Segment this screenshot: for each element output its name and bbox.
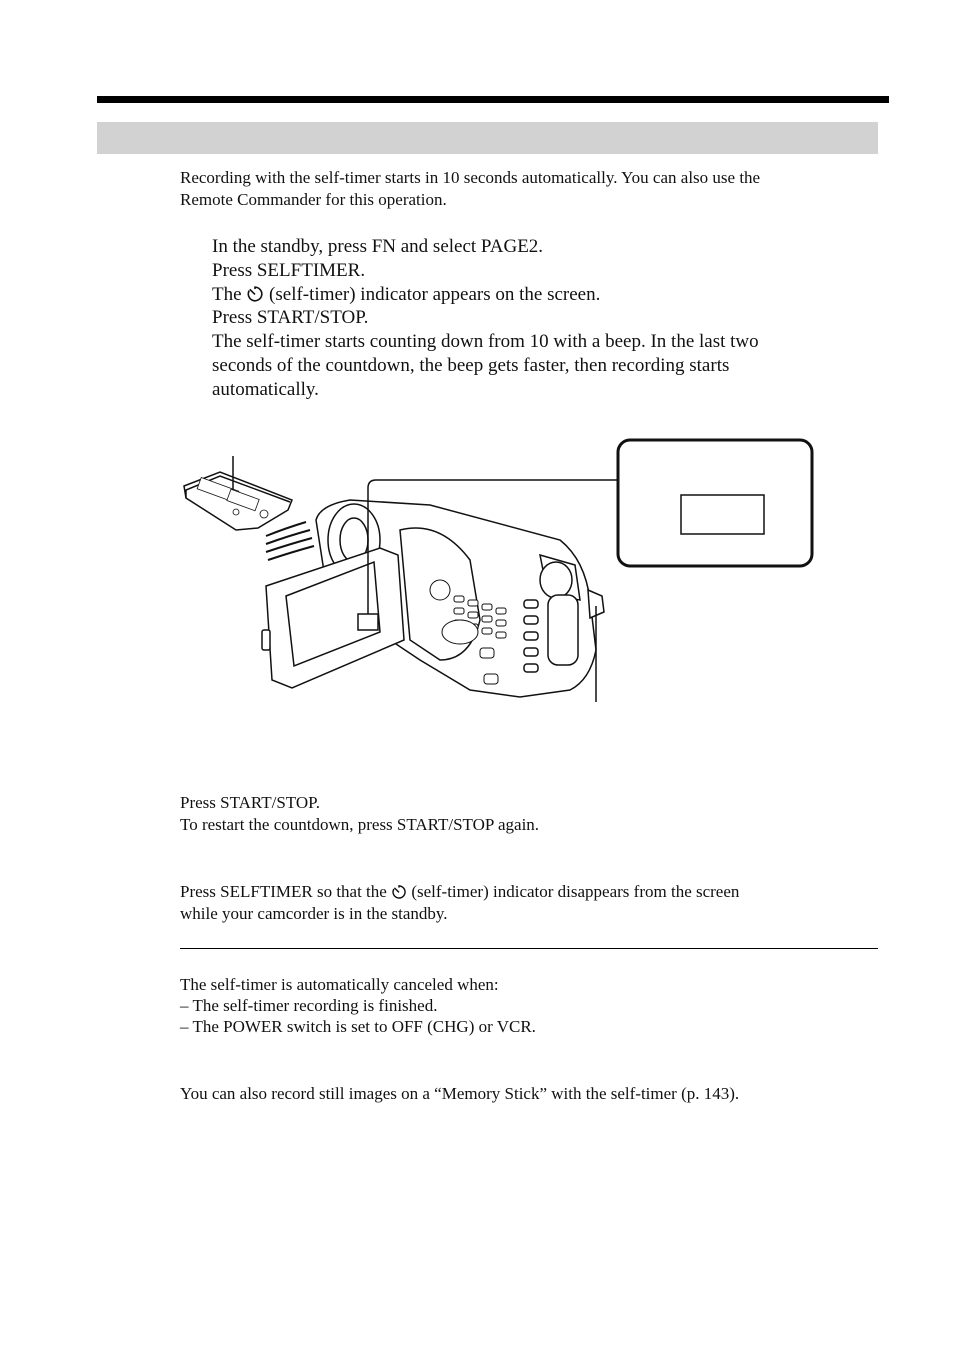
self-timer-icon bbox=[246, 285, 264, 303]
cancel-line-1-pre: Press SELFTIMER so that the bbox=[180, 882, 387, 901]
note-line-3: – The POWER switch is set to OFF (CHG) or VCR. bbox=[180, 1017, 536, 1036]
cancel-line-1-post: (self-timer) indicator disappears from the screen bbox=[411, 882, 740, 901]
intro-line-1: Recording with the self-timer starts in 10 seconds automatically. You can also use the bbox=[180, 168, 761, 187]
notes-divider bbox=[180, 948, 878, 949]
cancel-line-2: while your camcorder is in the standby. bbox=[180, 904, 448, 923]
step-3-result-line-2: seconds of the countdown, the beep gets faster, then recording starts bbox=[212, 355, 730, 376]
step-2-result-post: (self-timer) indicator appears on the screen. bbox=[269, 284, 601, 305]
step-2-result-pre: The bbox=[212, 284, 242, 305]
tip-line-1: You can also record still images on a “Memory Stick” with the self-timer (p. 143). bbox=[180, 1084, 740, 1103]
stop-line-2: To restart the countdown, press START/STOP again. bbox=[180, 815, 540, 834]
step-2: Press SELFTIMER. bbox=[212, 260, 366, 281]
step-3-result-line-3: automatically. bbox=[212, 379, 319, 400]
step-3: Press START/STOP. bbox=[212, 307, 369, 328]
note-line-1: The self-timer is automatically canceled when: bbox=[180, 975, 499, 994]
section-heading-band bbox=[97, 122, 878, 154]
intro-line-2: Remote Commander for this operation. bbox=[180, 190, 447, 209]
camcorder-illustration bbox=[175, 430, 825, 720]
step-3-result-line-1: The self-timer starts counting down from 10 with a beep. In the last two bbox=[212, 331, 759, 352]
remote-commander-illustration bbox=[184, 472, 292, 530]
top-rule bbox=[97, 96, 889, 103]
note-line-2: – The self-timer recording is finished. bbox=[180, 996, 438, 1015]
cancel-line-1 bbox=[180, 881, 739, 903]
self-timer-icon bbox=[391, 884, 407, 900]
step-1: In the standby, press FN and select PAGE2. bbox=[212, 236, 544, 257]
step-2-result bbox=[212, 283, 600, 307]
stop-line-1: Press START/STOP. bbox=[180, 793, 320, 812]
